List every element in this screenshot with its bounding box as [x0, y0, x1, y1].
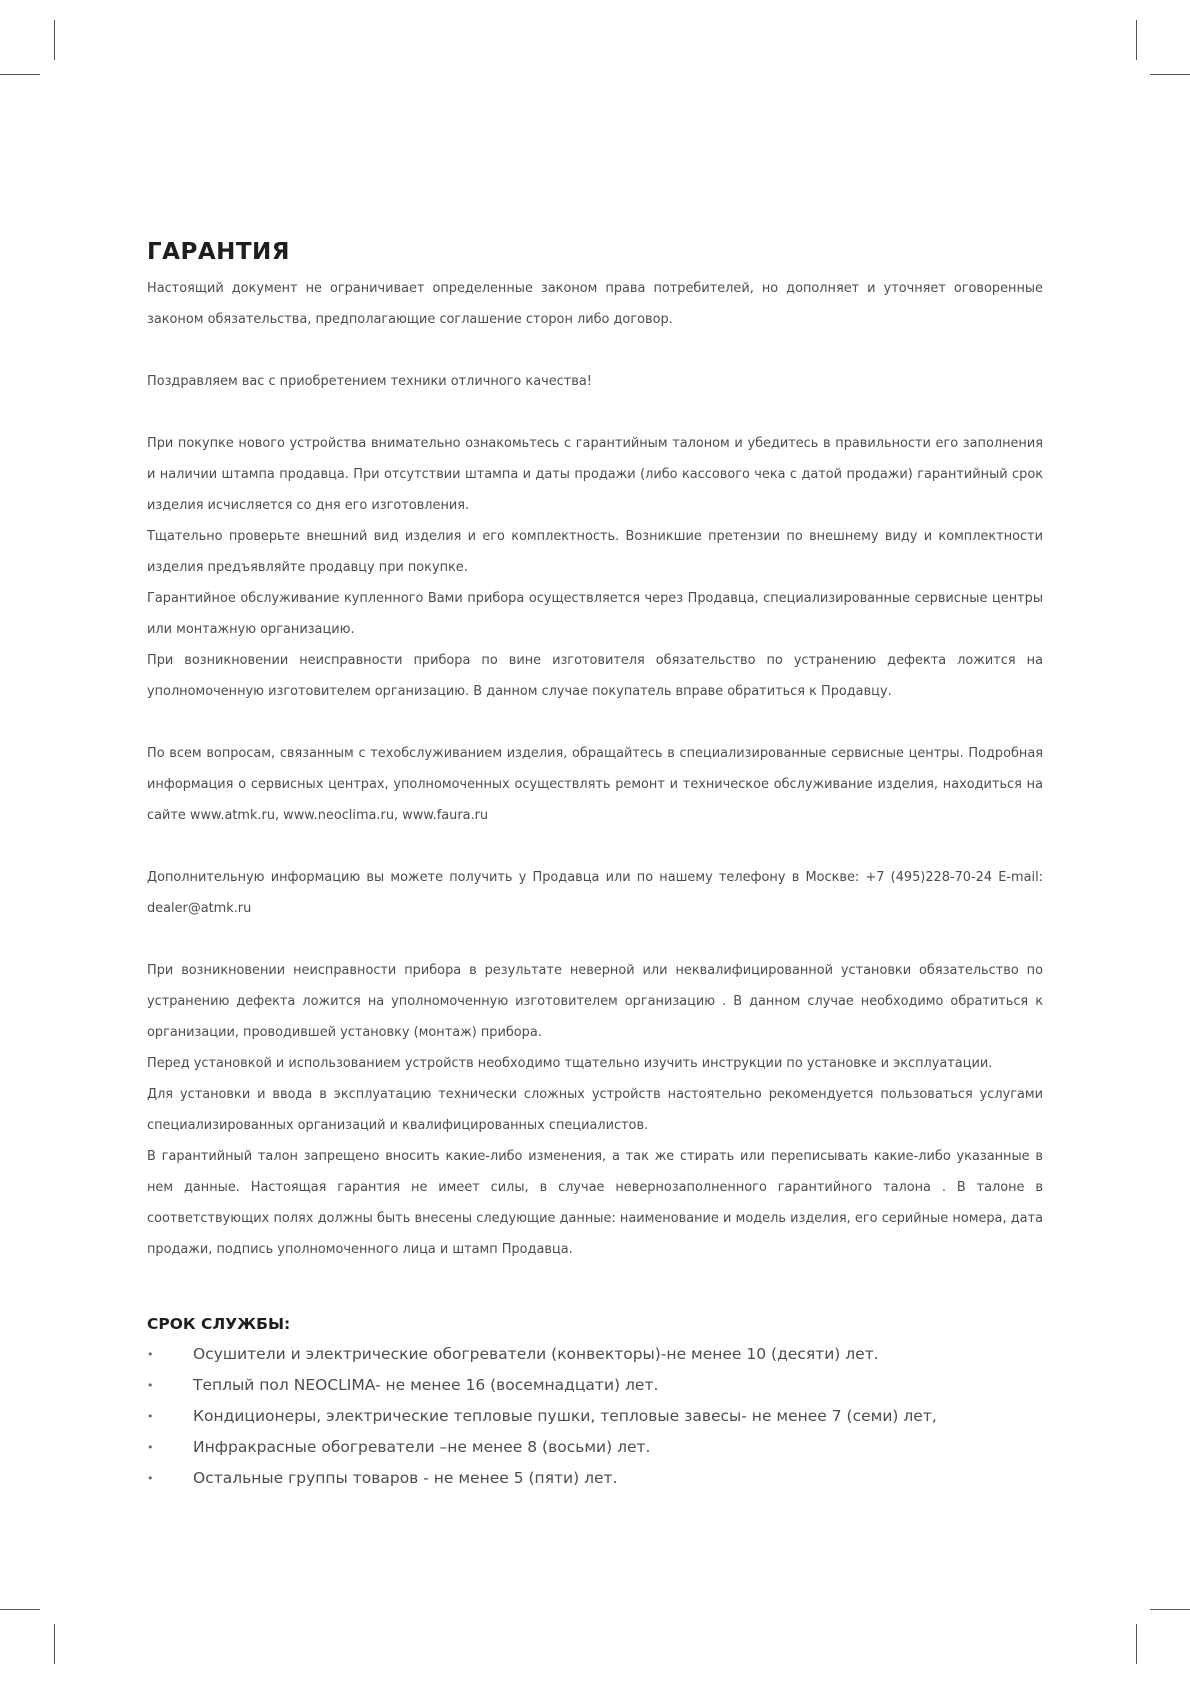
- paragraph-professional-install: Для установки и ввода в эксплуатацию технически сложных устройств настоятельно рекомендуется пользоваться услугами специализированных организаций и квалифицированных специалистов.: [147, 1087, 1043, 1133]
- list-item: [147, 1370, 1043, 1401]
- list-item-text: Осушители и электрические обогреватели (конвекторы)-не менее 10 (десяти) лет.: [193, 1345, 879, 1363]
- list-item: [147, 1463, 1043, 1494]
- crop-mark-top-right-horizontal: [1150, 74, 1190, 75]
- paragraph-congratulations: Поздравляем вас с приобретением техники отличного качества!: [147, 374, 592, 389]
- crop-mark-bottom-left-horizontal: [0, 1609, 40, 1610]
- paragraph-instructions: Перед установкой и использованием устройств необходимо тщательно изучить инструкции по установке и эксплуатации.: [147, 1056, 993, 1071]
- crop-mark-top-left-vertical: [54, 20, 55, 60]
- bullet-icon: •: [147, 1472, 154, 1485]
- spacer: [147, 1265, 1043, 1313]
- paragraph-inspection: Тщательно проверьте внешний вид изделия и его комплектность. Возникшие претензии по внешнему виду и комплектности изделия предъявляйте продавцу при покупке.: [147, 529, 1043, 575]
- crop-mark-bottom-left-vertical: [54, 1624, 55, 1664]
- bullet-icon: •: [147, 1410, 154, 1423]
- paragraph-warranty-card: В гарантийный талон запрещено вносить какие-либо изменения, а так же стирать или переписывать какие-либо указанные в нем данные. Настоящая гарантия не имеет силы, в случае невернозаполненного гарантийного талона . В талоне в соответствующих полях должны быть внесены следующие данные: наименование и модель изделия, его серийные номера, дата продажи, подпись уполномоченного лица и штамп Продавца.: [147, 1149, 1043, 1257]
- bullet-icon: •: [147, 1348, 154, 1361]
- paragraph-service-centers: По всем вопросам, связанным с техобслуживанием изделия, обращайтесь в специализированные сервисные центры. Подробная информация о сервисных центрах, уполномоченных осуществлять ремонт и техническое обслуживание изделия, находиться на сайте www.atmk.ru, www.neoclima.ru, www.faura.ru: [147, 746, 1043, 823]
- crop-mark-top-right-vertical: [1136, 20, 1137, 60]
- crop-mark-top-left-horizontal: [0, 74, 40, 75]
- paragraph-installation-defect: При возникновении неисправности прибора в результате неверной или неквалифицированной установки обязательство по устранению дефекта ложится на уполномоченную изготовителем организацию . В данном случае необходимо обратиться к организации, проводившей установку (монтаж) прибора.: [147, 963, 1043, 1040]
- spacer: [147, 397, 1043, 428]
- paragraph-purchase-check: При покупке нового устройства внимательно ознакомьтесь с гарантийным талоном и убедитесь в правильности его заполнения и наличии штампа продавца. При отсутствии штампа и даты продажи (либо кассового чека с датой продажи) гарантийный срок изделия исчисляется со дня его изготовления.: [147, 436, 1043, 513]
- spacer: [147, 707, 1043, 738]
- spacer: [147, 335, 1043, 366]
- spacer: [147, 924, 1043, 955]
- document-body: [147, 238, 1043, 1494]
- page-title: ГАРАНТИЯ: [147, 239, 291, 265]
- bullet-icon: •: [147, 1379, 154, 1392]
- list-item: [147, 1432, 1043, 1463]
- paragraph-service: Гарантийное обслуживание купленного Вами прибора осуществляется через Продавца, специализированные сервисные центры или монтажную организацию.: [147, 591, 1043, 637]
- list-item-text: Остальные группы товаров - не менее 5 (пяти) лет.: [193, 1469, 618, 1487]
- list-item: [147, 1339, 1043, 1370]
- list-item-text: Инфракрасные обогреватели –не менее 8 (восьми) лет.: [193, 1438, 651, 1456]
- crop-mark-bottom-right-horizontal: [1150, 1609, 1190, 1610]
- crop-mark-bottom-right-vertical: [1136, 1624, 1137, 1664]
- paragraph-contact-info: Дополнительную информацию вы можете получить у Продавца или по нашему телефону в Москве: +7 (495)228-70-24 E-mail: dealer@atmk.ru: [147, 870, 1043, 916]
- service-life-list: [147, 1339, 1043, 1494]
- list-item: [147, 1401, 1043, 1432]
- service-life-heading: СРОК СЛУЖБЫ:: [147, 1315, 291, 1333]
- list-item-text: Теплый пол NEOCLIMA- не менее 16 (восемнадцати) лет.: [193, 1376, 659, 1394]
- spacer: [147, 831, 1043, 862]
- paragraph-intro: Настоящий документ не ограничивает определенные законом права потребителей, но дополняет и уточняет оговоренные законом обязательства, предполагающие соглашение сторон либо договор.: [147, 281, 1043, 327]
- paragraph-manufacturer-defect: При возникновении неисправности прибора по вине изготовителя обязательство по устранению дефекта ложится на уполномоченную изготовителем организацию. В данном случае покупатель вправе обратиться к Продавцу.: [147, 653, 1043, 699]
- list-item-text: Кондиционеры, электрические тепловые пушки, тепловые завесы- не менее 7 (семи) лет,: [193, 1407, 937, 1425]
- bullet-icon: •: [147, 1441, 154, 1454]
